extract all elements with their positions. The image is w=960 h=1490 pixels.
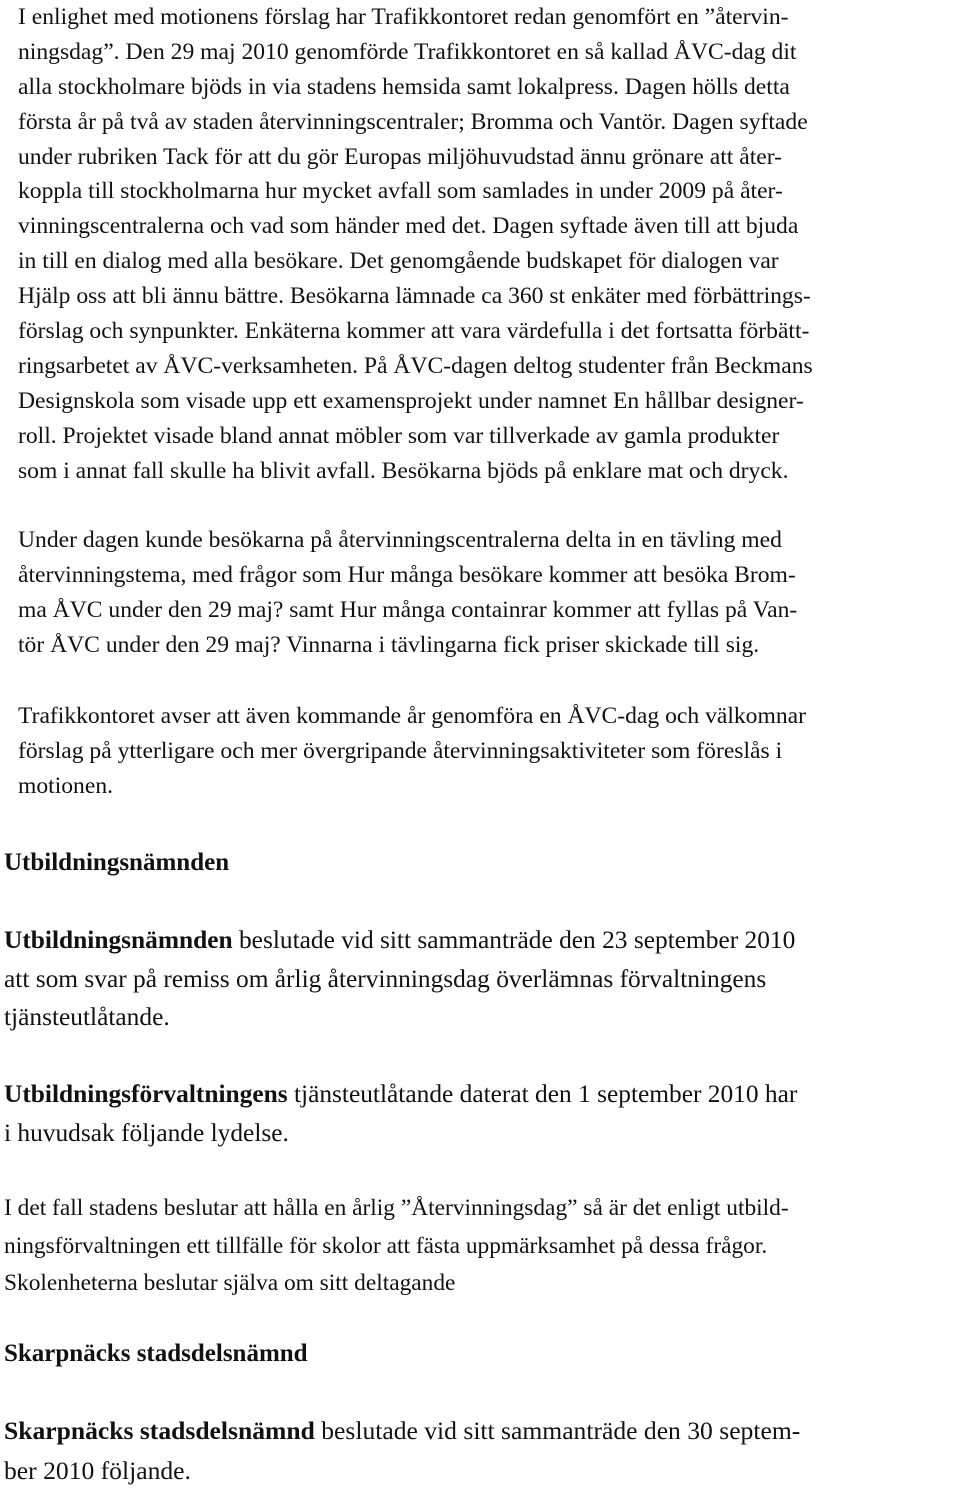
- bold-lead: Utbildningsnämnden: [4, 926, 233, 954]
- text-line: roll. Projektet visade bland annat möbler som var tillverkade av gamla produkter: [18, 419, 813, 454]
- text-line: Hjälp oss att bli ännu bättre. Besökarna lämnade ca 360 st enkäter med förbättrings-: [18, 279, 813, 314]
- text-line: koppla till stockholmarna hur mycket avfall som samlades in under 2009 på åter-: [18, 174, 813, 209]
- paragraph-competition: [18, 523, 797, 663]
- paragraph-avc-day: [18, 0, 813, 488]
- text-line: förslag och synpunkter. Enkäterna kommer att vara värdefulla i det fortsatta förbätt-: [18, 314, 813, 349]
- paragraph-future-avc-day: [18, 699, 806, 804]
- text-line: första år på två av staden återvinningscentraler; Bromma och Vantör. Dagen syftade: [18, 105, 813, 140]
- text-line: ningsförvaltningen ett tillfälle för skolor att fästa uppmärksamhet på dessa frågor.: [4, 1228, 789, 1266]
- text-line: I det fall stadens beslutar att hålla en årlig ”Återvinningsdag” så är det enligt utbild-: [4, 1190, 789, 1228]
- text-line: ringsarbetet av ÅVC-verksamheten. På ÅVC-dagen deltog studenter från Beckmans: [18, 349, 813, 384]
- bold-lead: Skarpnäcks stadsdelsnämnd: [4, 1416, 315, 1445]
- text-line: tör ÅVC under den 29 maj? Vinnarna i tävlingarna fick priser skickade till sig.: [18, 628, 797, 663]
- section-heading-utbildningsnamnden: Utbildningsnämnden: [4, 846, 229, 880]
- text-line: [4, 1411, 800, 1451]
- line-rest: beslutade vid sitt sammanträde den 30 septem-: [315, 1416, 800, 1445]
- line-rest: beslutade vid sitt sammanträde den 23 september 2010: [233, 926, 796, 954]
- text-line: i huvudsak följande lydelse.: [4, 1114, 797, 1153]
- paragraph-utbildningsnamnden-decision: [4, 921, 795, 1037]
- section-heading-skarpnack: Skarpnäcks stadsdelsnämnd: [4, 1337, 308, 1371]
- text-line: Under dagen kunde besökarna på återvinningscentralerna delta in en tävling med: [18, 523, 797, 558]
- text-line: tjänsteutlåtande.: [4, 998, 795, 1037]
- text-line: under rubriken Tack för att du gör Europas miljöhuvudstad ännu grönare att åter-: [18, 140, 813, 175]
- text-line: Skolenheterna beslutar själva om sitt deltagande: [4, 1265, 789, 1303]
- text-line: ma ÅVC under den 29 maj? samt Hur många containrar kommer att fyllas på Van-: [18, 593, 797, 628]
- text-line: in till en dialog med alla besökare. Det genomgående budskapet för dialogen var: [18, 244, 813, 279]
- text-line: Trafikkontoret avser att även kommande år genomföra en ÅVC-dag och välkomnar: [18, 699, 806, 734]
- text-line: I enlighet med motionens förslag har Trafikkontoret redan genomfört en ”återvin-: [18, 0, 813, 35]
- text-line: [4, 921, 795, 960]
- bold-lead: Utbildningsförvaltningens: [4, 1080, 288, 1108]
- paragraph-skarpnack-decision: [4, 1411, 800, 1490]
- text-line: vinningscentralerna och vad som händer med det. Dagen syftade även till att bjuda: [18, 209, 813, 244]
- paragraph-utbildningsforvaltningen: [4, 1075, 797, 1152]
- text-line: alla stockholmare bjöds in via stadens hemsida samt lokalpress. Dagen hölls detta: [18, 70, 813, 105]
- text-line: ningsdag”. Den 29 maj 2010 genomförde Trafikkontoret en så kallad ÅVC-dag dit: [18, 35, 813, 70]
- text-line: som i annat fall skulle ha blivit avfall. Besökarna bjöds på enklare mat och dryck.: [18, 454, 813, 489]
- text-line: Designskola som visade upp ett examensprojekt under namnet En hållbar designer-: [18, 384, 813, 419]
- text-line: att som svar på remiss om årlig återvinningsdag överlämnas förvaltningens: [4, 960, 795, 999]
- text-line: förslag på ytterligare och mer övergripande återvinningsaktiviteter som föreslås i: [18, 734, 806, 769]
- paragraph-school-opinion: [4, 1190, 789, 1303]
- text-line: motionen.: [18, 769, 806, 804]
- text-line: [4, 1075, 797, 1114]
- line-rest: tjänsteutlåtande daterat den 1 september 2010 har: [288, 1080, 798, 1108]
- text-line: återvinningstema, med frågor som Hur många besökare kommer att besöka Brom-: [18, 558, 797, 593]
- text-line: ber 2010 följande.: [4, 1451, 800, 1490]
